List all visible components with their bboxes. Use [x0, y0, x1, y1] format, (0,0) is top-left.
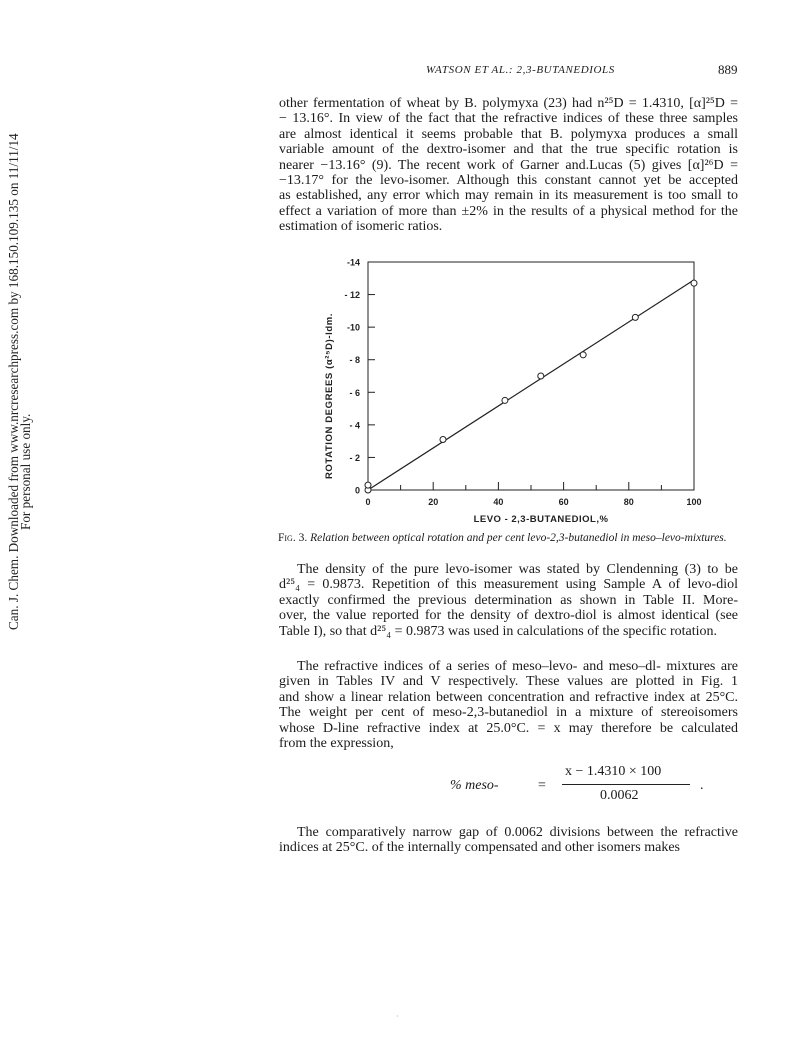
- running-head: WATSON ET AL.: 2,3-BUTANEDIOLS: [426, 64, 615, 76]
- fit-line: [368, 280, 694, 490]
- text-line: variable amount of the dextro-isomer and that the true specific rotation is: [279, 142, 738, 158]
- equation-numerator: x − 1.4310 × 100: [565, 764, 662, 779]
- text-line: −13.17° for the levo-isomer. Although this constant cannot yet be accepted: [279, 173, 738, 189]
- y-tick-label: - 12: [344, 290, 360, 301]
- data-point: [365, 482, 371, 488]
- text-line: other fermentation of wheat by B. polymyxa (23) had n²⁵D = 1.4310, [α]²⁵D =: [279, 96, 738, 111]
- text-line: as established, any error which may remain in its measurement is too small to: [279, 188, 738, 204]
- x-tick-label: 80: [623, 497, 634, 507]
- personal-use-notice: For personal use only.: [18, 413, 33, 530]
- text-line: The weight per cent of meso-2,3-butanediol in a mixture of stereoisomers: [279, 705, 738, 721]
- data-point: [580, 352, 586, 358]
- text-line: whose D-line refractive index at 25.0°C. = x may therefore be calculated: [279, 720, 738, 736]
- data-point: [502, 397, 508, 403]
- y-axis-label: ROTATION DEGREES (α²⁵D)-ldm.: [324, 312, 335, 480]
- download-watermark: [0, 0, 33, 1051]
- download-notice: Can. J. Chem. Downloaded from www.nrcresearchpress.com by 168.150.109.135 on 11/11/14: [6, 133, 21, 630]
- x-axis-label: LEVO - 2,3-BUTANEDIOL,%: [473, 514, 609, 525]
- paragraph-density: [279, 562, 738, 639]
- text-line: from the expression,: [279, 736, 394, 752]
- text-line: and show a linear relation between concentration and refractive index at 25°C.: [279, 689, 738, 705]
- text-line: The comparatively narrow gap of 0.0062 divisions between the refractive: [297, 825, 738, 840]
- x-tick-label: 100: [686, 497, 702, 507]
- text-line: estimation of isomeric ratios.: [279, 219, 443, 235]
- text-line: nearer −13.16° (9). The recent work of Garner and.Lucas (5) gives [α]²⁶D =: [279, 157, 738, 173]
- rotation-chart: [316, 248, 756, 538]
- text-line: given in Tables IV and V respectively. These values are plotted in Fig. 1: [279, 674, 738, 690]
- data-point: [440, 437, 446, 443]
- text-line: The density of the pure levo-isomer was stated by Clendenning (3) to be: [297, 562, 738, 577]
- equation-equals: =: [538, 778, 546, 793]
- y-tick-label: -10: [346, 322, 360, 333]
- x-tick-label: 20: [428, 497, 439, 507]
- figure-caption: [278, 532, 748, 544]
- data-point: [632, 314, 638, 320]
- plot-frame: [368, 262, 694, 490]
- text-line: effect a variation of more than ±2% in the results of a physical method for the: [279, 203, 738, 219]
- text-line: over, the value reported for the density of dextro-diol is almost identical (see: [279, 608, 738, 624]
- page-number: 889: [718, 62, 738, 77]
- y-tick-label: - 6: [349, 387, 360, 398]
- x-tick-label: 0: [365, 497, 371, 507]
- text-line: indices at 25°C. of the internally compensated and other isomers makes: [279, 840, 680, 856]
- y-tick-label: - 4: [349, 420, 360, 431]
- paragraph-refractive-index: [279, 659, 738, 751]
- text-line: are almost identical it seems probable that B. polymyxa produces a small: [279, 126, 738, 142]
- caption-label: Fig. 3.: [278, 532, 308, 544]
- equation-period: .: [700, 778, 704, 793]
- meso-equation: [450, 764, 704, 814]
- equation-lhs: % meso-: [450, 778, 499, 793]
- equation-denominator: 0.0062: [600, 788, 639, 803]
- y-tick-label: 0: [354, 485, 360, 496]
- caption-text: Relation between optical rotation and per cent levo-2,3-butanediol in meso–levo-mixtures.: [310, 532, 727, 544]
- x-tick-label: 60: [558, 497, 569, 507]
- paragraph-rotation: [279, 96, 738, 235]
- text-line: d²⁵₄ = 0.9873. Repetition of this measurement using Sample A of levo-diol: [279, 577, 738, 593]
- data-point: [538, 373, 544, 379]
- page-speck: ·: [396, 1012, 399, 1021]
- y-tick-label: - 8: [349, 355, 360, 366]
- text-line: − 13.16°. In view of the fact that the refractive indices of these three samples: [279, 111, 738, 127]
- paragraph-narrow-gap: [279, 825, 738, 856]
- text-line: exactly confirmed the previous determination as shown in Table II. More-: [279, 592, 738, 608]
- x-tick-label: 40: [493, 497, 504, 507]
- y-tick-label: - 2: [349, 452, 360, 463]
- figure-3: [316, 248, 756, 548]
- y-tick-label: -14: [346, 257, 360, 268]
- text-line: Table I), so that d²⁵₄ = 0.9873 was used in calculations of the specific rotation.: [279, 623, 718, 639]
- fraction-bar: [562, 784, 690, 785]
- data-point: [691, 280, 697, 286]
- text-line: The refractive indices of a series of meso–levo- and meso–dl- mixtures are: [297, 659, 738, 674]
